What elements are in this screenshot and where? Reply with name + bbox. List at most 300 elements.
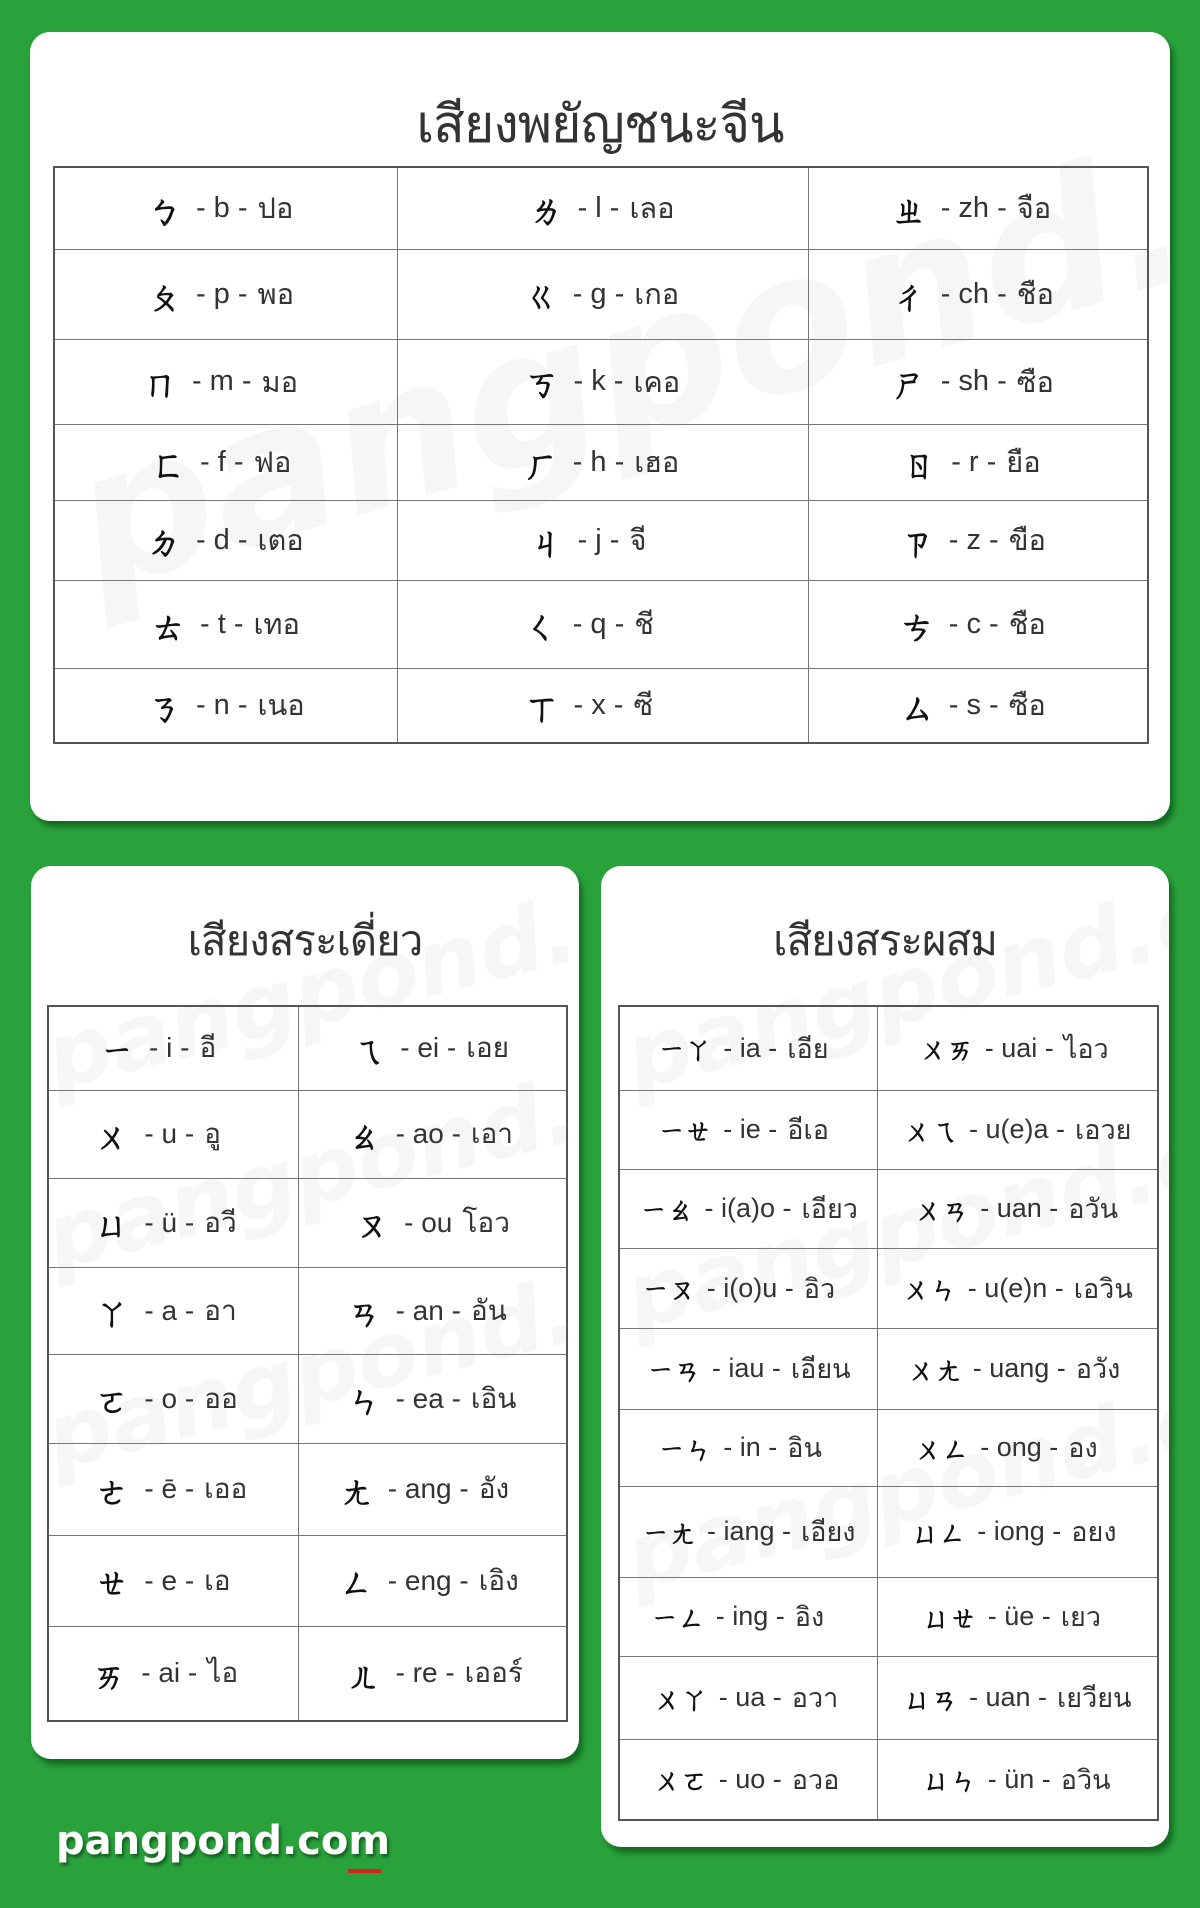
thai-pronunciation: จือ [1016, 193, 1052, 226]
table-cell [619, 1409, 877, 1486]
bopomofo-symbol: ㄅ [146, 190, 182, 232]
pinyin-romanization: - a - [144, 1294, 195, 1326]
pinyin-romanization: - t - [200, 607, 244, 640]
bopomofo-symbol: ㄨㄥ [915, 1432, 969, 1466]
thai-pronunciation: อัน [470, 1294, 507, 1326]
table-cell [48, 1354, 298, 1443]
bopomofo-symbol: ㄗ [899, 522, 934, 564]
table-cell [298, 1626, 567, 1721]
table-cell [619, 1328, 877, 1409]
sound-entry [299, 1286, 567, 1335]
sound-entry [49, 1286, 298, 1335]
sound-entry [299, 1110, 567, 1159]
pinyin-romanization: - n - [195, 688, 248, 721]
table-cell [877, 1328, 1158, 1409]
thai-pronunciation: อิว [803, 1273, 836, 1304]
thai-pronunciation: เอา [470, 1118, 514, 1149]
bopomofo-symbol: ㄝ [96, 1564, 129, 1604]
bopomofo-symbol: ㄡ [355, 1206, 389, 1246]
thai-pronunciation: มอ [261, 366, 299, 399]
thai-pronunciation: เอียง [801, 1517, 856, 1547]
thai-pronunciation: เอียว [801, 1194, 858, 1224]
sound-entry [878, 1267, 1158, 1310]
bopomofo-symbol: ㄓ [891, 190, 926, 232]
table-row [48, 1626, 567, 1721]
pinyin-romanization: - h - [572, 445, 625, 478]
sound-entry [878, 1187, 1158, 1230]
bopomofo-symbol: ㄧㄢ [647, 1353, 701, 1387]
table-row [48, 1178, 567, 1267]
consonants-table [53, 166, 1149, 744]
thai-pronunciation: อี [199, 1032, 217, 1064]
pinyin-romanization: - ou [404, 1206, 453, 1238]
bopomofo-symbol: ㄐ [528, 522, 563, 564]
sound-entry [620, 1347, 877, 1390]
table-row [619, 1656, 1158, 1739]
pinyin-romanization: - u - [144, 1118, 195, 1149]
bopomofo-symbol: ㄨㄟ [904, 1114, 958, 1148]
sound-entry [809, 680, 1148, 731]
compound-vowels-card [601, 866, 1169, 1847]
sound-entry [878, 1347, 1158, 1390]
table-row [48, 1090, 567, 1178]
table-cell [397, 424, 808, 500]
thai-pronunciation: ชือ [1016, 279, 1054, 311]
sound-entry [299, 1465, 567, 1514]
thai-pronunciation: อวิน [1060, 1764, 1111, 1795]
bopomofo-symbol: ㄧㄡ [642, 1273, 696, 1306]
pinyin-romanization: - ing - [715, 1601, 785, 1631]
thai-pronunciation: อิง [794, 1602, 825, 1632]
pinyin-romanization: - sh - [940, 365, 1007, 397]
bopomofo-symbol: ㄩㄝ [923, 1601, 977, 1635]
thai-pronunciation: พอ [257, 279, 295, 311]
bopomofo-symbol: ㄢ [347, 1294, 380, 1334]
table-row [619, 1169, 1158, 1248]
bopomofo-symbol: ㄨㄛ [654, 1764, 708, 1798]
thai-pronunciation: อา [204, 1294, 237, 1326]
pinyin-romanization: - iang - [707, 1516, 792, 1546]
thai-pronunciation: อัง [478, 1473, 510, 1504]
thai-pronunciation: เอวย [1075, 1115, 1132, 1145]
sound-entry [878, 1108, 1158, 1151]
pinyin-romanization: - uan - [968, 1682, 1048, 1712]
thai-pronunciation: อู [204, 1118, 221, 1149]
thai-pronunciation: เออร์ [464, 1657, 523, 1689]
sound-entry [878, 1426, 1158, 1469]
thai-pronunciation: ชี [634, 609, 654, 641]
thai-pronunciation: เอิน [470, 1382, 517, 1414]
table-row [54, 580, 1148, 668]
sound-entry [878, 1758, 1158, 1801]
bopomofo-symbol: ㄧ [100, 1031, 134, 1072]
table-cell [619, 1486, 877, 1577]
pinyin-romanization: - x - [573, 688, 624, 721]
sound-entry [55, 356, 397, 407]
table-cell [48, 1267, 298, 1354]
thai-pronunciation: ยือ [1006, 447, 1041, 479]
table-cell [808, 580, 1148, 668]
table-cell [877, 1739, 1158, 1820]
thai-pronunciation: อวี [204, 1206, 237, 1238]
sound-entry [398, 356, 808, 407]
thai-pronunciation: เอ [204, 1564, 231, 1596]
logo-underline [348, 1869, 381, 1873]
pinyin-romanization: - ea - [395, 1382, 461, 1414]
bopomofo-symbol: ㄠ [347, 1117, 380, 1158]
table-cell [54, 500, 397, 580]
table-cell [54, 668, 397, 743]
single-vowels-title: เสียงสระเดี่ยว [187, 917, 423, 964]
bopomofo-symbol: ㄛ [96, 1382, 129, 1422]
thai-pronunciation: เกอ [634, 279, 680, 311]
table-row [48, 1443, 567, 1535]
bopomofo-symbol: ㄨㄚ [654, 1682, 708, 1716]
bopomofo-symbol: ㄧㄚ [658, 1033, 712, 1067]
bopomofo-symbol: ㄇ [142, 364, 178, 405]
table-cell [808, 339, 1148, 424]
table-cell [397, 580, 808, 668]
thai-pronunciation: ซือ [1016, 366, 1054, 399]
table-cell [298, 1354, 567, 1443]
bopomofo-symbol: ㄤ [339, 1472, 372, 1513]
table-cell [619, 1248, 877, 1328]
sound-entry [878, 1595, 1158, 1638]
table-cell [877, 1486, 1158, 1577]
pinyin-romanization: - z - [948, 523, 999, 556]
pinyin-romanization: - e - [144, 1564, 195, 1596]
sound-entry [299, 1556, 567, 1605]
table-cell [54, 339, 397, 424]
bopomofo-symbol: ㄦ [347, 1656, 380, 1697]
table-row [54, 167, 1148, 249]
table-cell [48, 1178, 298, 1267]
table-cell [397, 339, 808, 424]
sound-entry [49, 1198, 298, 1247]
bopomofo-symbol: ㄧㄥ [651, 1601, 705, 1635]
sound-entry [809, 356, 1148, 407]
site-logo[interactable]: pangpond.com [56, 1818, 391, 1864]
pinyin-romanization: - ie - [723, 1114, 778, 1144]
table-row [619, 1409, 1158, 1486]
table-row [54, 424, 1148, 500]
thai-pronunciation: ขือ [1008, 525, 1046, 557]
pinyin-romanization: - q - [572, 607, 625, 640]
thai-pronunciation: เตอ [257, 525, 304, 557]
table-row [54, 339, 1148, 424]
sound-entry [49, 1374, 298, 1423]
sound-entry [809, 183, 1148, 234]
pinyin-romanization: - m - [191, 365, 252, 397]
pinyin-romanization: - ang - [387, 1473, 469, 1504]
sound-entry [620, 1267, 877, 1310]
sound-entry [620, 1187, 877, 1230]
thai-pronunciation: เอีย [787, 1033, 829, 1064]
pinyin-romanization: - re - [395, 1657, 455, 1689]
sound-entry [398, 269, 808, 320]
sound-entry [809, 515, 1148, 566]
compound-vowels-title: เสียงสระผสม [773, 917, 997, 964]
sound-entry [55, 599, 397, 650]
sound-entry [55, 680, 397, 731]
table-row [48, 1535, 567, 1626]
pinyin-romanization: - ai - [141, 1657, 198, 1689]
bopomofo-symbol: ㄙ [899, 687, 934, 729]
thai-pronunciation: ออ [204, 1382, 238, 1414]
sound-entry [55, 183, 397, 234]
bopomofo-symbol: ㄧㄣ [658, 1432, 712, 1466]
sound-entry [809, 599, 1148, 650]
bopomofo-symbol: ㄨ [96, 1117, 129, 1158]
pinyin-romanization: - o - [144, 1382, 195, 1414]
thai-pronunciation: เนอ [257, 690, 305, 723]
thai-pronunciation: เอียน [790, 1354, 851, 1384]
sound-entry [809, 269, 1148, 320]
pinyin-romanization: - iong - [977, 1516, 1062, 1546]
pinyin-romanization: - d - [195, 523, 248, 556]
thai-pronunciation: อง [1068, 1433, 1098, 1463]
sound-entry [878, 1027, 1158, 1070]
bopomofo-symbol: ㄟ [352, 1031, 385, 1072]
table-row [54, 249, 1148, 339]
sound-entry [299, 1198, 567, 1247]
table-cell [619, 1006, 877, 1090]
table-cell [877, 1248, 1158, 1328]
compound-vowels-table [618, 1005, 1159, 1821]
single-vowels-table [47, 1005, 568, 1722]
bopomofo-symbol: ㄩㄣ [923, 1764, 977, 1798]
thai-pronunciation: ซือ [1008, 690, 1046, 723]
table-cell [48, 1626, 298, 1721]
sound-entry [398, 680, 808, 731]
thai-pronunciation: ไอว [1063, 1033, 1109, 1064]
bopomofo-symbol: ㄥ [339, 1564, 372, 1604]
table-row [619, 1577, 1158, 1656]
table-row [619, 1090, 1158, 1169]
sound-entry [398, 599, 808, 650]
table-cell [397, 668, 808, 743]
bopomofo-symbol: ㄞ [93, 1656, 126, 1697]
sound-entry [620, 1510, 877, 1553]
pinyin-romanization: - uan - [980, 1193, 1059, 1223]
sound-entry [809, 437, 1148, 488]
bopomofo-symbol: ㄈ [150, 444, 186, 486]
pinyin-romanization: - k - [573, 365, 624, 397]
pinyin-romanization: - i(a)o - [704, 1193, 792, 1223]
pinyin-romanization: - in - [723, 1432, 778, 1462]
sound-entry [299, 1374, 567, 1423]
sound-entry [55, 515, 397, 566]
bopomofo-symbol: ㄧㄤ [642, 1516, 696, 1550]
pinyin-romanization: - j - [577, 523, 620, 556]
pinyin-romanization: - r - [951, 445, 997, 478]
pinyin-romanization: - ao - [395, 1118, 461, 1149]
pinyin-romanization: - ē - [144, 1473, 195, 1504]
sound-entry [398, 437, 808, 488]
sound-entry [620, 1426, 877, 1469]
table-cell [397, 249, 808, 339]
pinyin-romanization: - ü - [144, 1206, 195, 1238]
pinyin-romanization: - u(e)n - [967, 1272, 1064, 1303]
pinyin-romanization: - u(e)a - [969, 1114, 1066, 1144]
table-row [54, 500, 1148, 580]
sound-entry [878, 1510, 1158, 1553]
table-cell [298, 1443, 567, 1535]
thai-pronunciation: อวัน [1068, 1194, 1119, 1224]
table-cell [619, 1656, 877, 1739]
bopomofo-symbol: ㄆ [146, 276, 182, 318]
table-cell [877, 1169, 1158, 1248]
thai-pronunciation: เยว [1060, 1602, 1101, 1632]
thai-pronunciation: อิน [787, 1433, 822, 1463]
table-cell [877, 1090, 1158, 1169]
table-row [54, 668, 1148, 743]
bopomofo-symbol: ㄨㄣ [903, 1273, 957, 1306]
bopomofo-symbol: ㄉ [146, 522, 182, 564]
pinyin-romanization: - p - [195, 277, 248, 310]
pinyin-romanization: - l - [577, 191, 620, 224]
consonants-title: เสียงพยัญชนะจีน [416, 96, 784, 154]
thai-pronunciation: เอย [466, 1032, 510, 1064]
table-cell [397, 500, 808, 580]
sound-entry [49, 1110, 298, 1159]
thai-pronunciation: จี [629, 525, 647, 557]
sound-entry [55, 269, 397, 320]
sound-entry [398, 183, 808, 234]
table-cell [619, 1739, 877, 1820]
bopomofo-symbol: ㄣ [347, 1382, 380, 1422]
sound-entry [620, 1676, 877, 1719]
bopomofo-symbol: ㄨㄞ [920, 1033, 974, 1067]
pinyin-romanization: - c - [948, 607, 999, 640]
table-cell [54, 167, 397, 249]
table-cell [877, 1006, 1158, 1090]
thai-pronunciation: เยวียน [1057, 1683, 1132, 1713]
table-row [619, 1739, 1158, 1820]
table-cell [54, 249, 397, 339]
pinyin-romanization: - iau - [711, 1353, 781, 1383]
thai-pronunciation: อวัง [1075, 1354, 1121, 1384]
pinyin-romanization: - i(o)u - [706, 1272, 794, 1303]
thai-pronunciation: อวา [791, 1683, 839, 1713]
pinyin-romanization: - uai - [984, 1032, 1054, 1063]
table-cell [877, 1577, 1158, 1656]
thai-pronunciation: เคอ [633, 366, 681, 399]
sound-entry [620, 1758, 877, 1801]
pinyin-romanization: - uang - [972, 1353, 1066, 1383]
table-row [619, 1486, 1158, 1577]
table-row [48, 1267, 567, 1354]
pinyin-romanization: - ei - [400, 1032, 457, 1064]
pinyin-romanization: - s - [948, 688, 999, 721]
bopomofo-symbol: ㄧㄠ [639, 1193, 694, 1227]
bopomofo-symbol: ㄚ [96, 1294, 129, 1334]
bopomofo-symbol: ㄧㄝ [658, 1114, 712, 1148]
table-cell [808, 167, 1148, 249]
bopomofo-symbol: ㄘ [899, 606, 934, 648]
bopomofo-symbol: ㄖ [902, 444, 937, 486]
table-cell [808, 500, 1148, 580]
bopomofo-symbol: ㄊ [150, 606, 186, 648]
thai-pronunciation: เลอ [629, 193, 675, 226]
bopomofo-symbol: ㄑ [523, 606, 558, 648]
bopomofo-symbol: ㄩㄢ [904, 1682, 958, 1716]
pinyin-romanization: - üe - [987, 1601, 1051, 1631]
table-row [619, 1006, 1158, 1090]
sound-entry [49, 1024, 298, 1073]
thai-pronunciation: เออ [204, 1473, 248, 1504]
thai-pronunciation: อวอ [791, 1764, 840, 1795]
table-row [619, 1248, 1158, 1328]
bopomofo-symbol: ㄍ [523, 276, 558, 318]
table-cell [298, 1006, 567, 1090]
thai-pronunciation: ฟอ [253, 447, 292, 479]
pinyin-romanization: - ia - [723, 1032, 778, 1063]
consonants-card [30, 32, 1170, 821]
table-row [48, 1006, 567, 1090]
sound-entry [49, 1649, 298, 1698]
sound-entry [620, 1027, 877, 1070]
table-cell [48, 1535, 298, 1626]
table-cell [54, 424, 397, 500]
sound-entry [398, 515, 808, 566]
table-row [619, 1328, 1158, 1409]
bopomofo-symbol: ㄕ [891, 364, 926, 405]
sound-entry [299, 1024, 567, 1073]
sound-entry [620, 1595, 877, 1638]
thai-pronunciation: เทอ [253, 609, 300, 641]
table-cell [619, 1169, 877, 1248]
pinyin-romanization: - zh - [940, 191, 1007, 224]
pinyin-romanization: - uo - [718, 1763, 782, 1794]
table-cell [48, 1090, 298, 1178]
pinyin-romanization: - ün - [987, 1763, 1051, 1794]
table-cell [397, 167, 808, 249]
pinyin-romanization: - ch - [940, 277, 1007, 310]
thai-pronunciation: ชือ [1008, 609, 1046, 641]
pinyin-romanization: - eng - [387, 1564, 469, 1596]
table-cell [808, 424, 1148, 500]
thai-pronunciation: อีเอ [787, 1115, 829, 1145]
sound-entry [878, 1676, 1158, 1719]
table-cell [808, 249, 1148, 339]
pinyin-romanization: - b - [195, 191, 248, 224]
bopomofo-symbol: ㄋ [146, 687, 182, 729]
sound-entry [55, 437, 397, 488]
thai-pronunciation: โอว [462, 1206, 510, 1238]
bopomofo-symbol: ㄌ [528, 190, 563, 232]
thai-pronunciation: อยง [1071, 1517, 1117, 1547]
table-cell [619, 1090, 877, 1169]
thai-pronunciation: เฮอ [634, 447, 680, 479]
pinyin-romanization: - an - [395, 1294, 461, 1326]
pinyin-romanization: - ua - [718, 1682, 782, 1712]
thai-pronunciation: เอวิน [1073, 1273, 1133, 1304]
table-cell [298, 1535, 567, 1626]
thai-pronunciation: เอิง [478, 1564, 519, 1596]
bopomofo-symbol: ㄎ [524, 364, 559, 405]
table-cell [298, 1267, 567, 1354]
bopomofo-symbol: ㄩ [96, 1206, 129, 1246]
single-vowels-card [31, 866, 579, 1759]
pinyin-romanization: - ong - [980, 1432, 1059, 1462]
table-cell [877, 1409, 1158, 1486]
bopomofo-symbol: ㄨㄤ [908, 1353, 962, 1387]
pinyin-romanization: - g - [572, 277, 625, 310]
table-cell [298, 1178, 567, 1267]
bopomofo-symbol: ㄔ [891, 276, 926, 318]
pinyin-romanization: - f - [200, 445, 244, 478]
